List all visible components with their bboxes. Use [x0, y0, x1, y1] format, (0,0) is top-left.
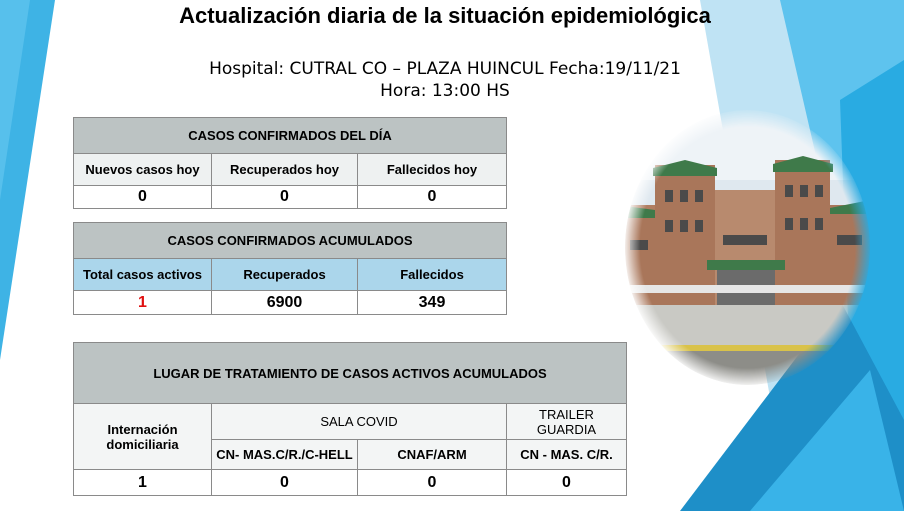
deaths-value: 349	[358, 291, 507, 315]
treatment-location-table	[73, 342, 627, 496]
treatment-title: LUGAR DE TRATAMIENTO DE CASOS ACTIVOS ACUMULADOS	[74, 343, 627, 404]
page-title: Actualización diaria de la situación epidemiológica	[179, 3, 711, 28]
hospital-photo	[625, 110, 870, 385]
covid-ward-header: SALA COVID	[212, 404, 507, 440]
covid-ward-sub-1: CN- MAS.C/R./C-HELL	[212, 440, 358, 470]
cumulative-cases-title: CASOS CONFIRMADOS ACUMULADOS	[74, 223, 507, 259]
covid-ward-sub-2: CNAF/ARM	[358, 440, 507, 470]
home-care-header: Internación domiciliaria	[74, 404, 212, 470]
hospital-date-line: Hospital: CUTRAL CO – PLAZA HUINCUL Fecha:19/11/21	[209, 59, 681, 79]
active-cases-value: 1	[74, 291, 212, 315]
recovered-header: Recuperados	[212, 259, 358, 291]
new-cases-value: 0	[74, 186, 212, 209]
covid-ward-2-value: 0	[358, 470, 507, 496]
page-subtitle	[170, 58, 720, 102]
recovered-today-value: 0	[212, 186, 358, 209]
trailer-header: TRAILER GUARDIA	[507, 404, 627, 440]
home-care-value: 1	[74, 470, 212, 496]
deaths-header: Fallecidos	[358, 259, 507, 291]
active-cases-header: Total casos activos	[74, 259, 212, 291]
recovered-value: 6900	[212, 291, 358, 315]
new-cases-header: Nuevos casos hoy	[74, 154, 212, 186]
cumulative-cases-table	[73, 222, 507, 315]
trailer-value: 0	[507, 470, 627, 496]
left-decoration	[0, 0, 60, 511]
daily-cases-table	[73, 117, 507, 209]
deaths-today-header: Fallecidos hoy	[358, 154, 507, 186]
covid-ward-1-value: 0	[212, 470, 358, 496]
trailer-sub: CN - MAS. C/R.	[507, 440, 627, 470]
recovered-today-header: Recuperados hoy	[212, 154, 358, 186]
time-line: Hora: 13:00 HS	[380, 81, 510, 101]
daily-cases-title: CASOS CONFIRMADOS DEL DÍA	[74, 118, 507, 154]
deaths-today-value: 0	[358, 186, 507, 209]
